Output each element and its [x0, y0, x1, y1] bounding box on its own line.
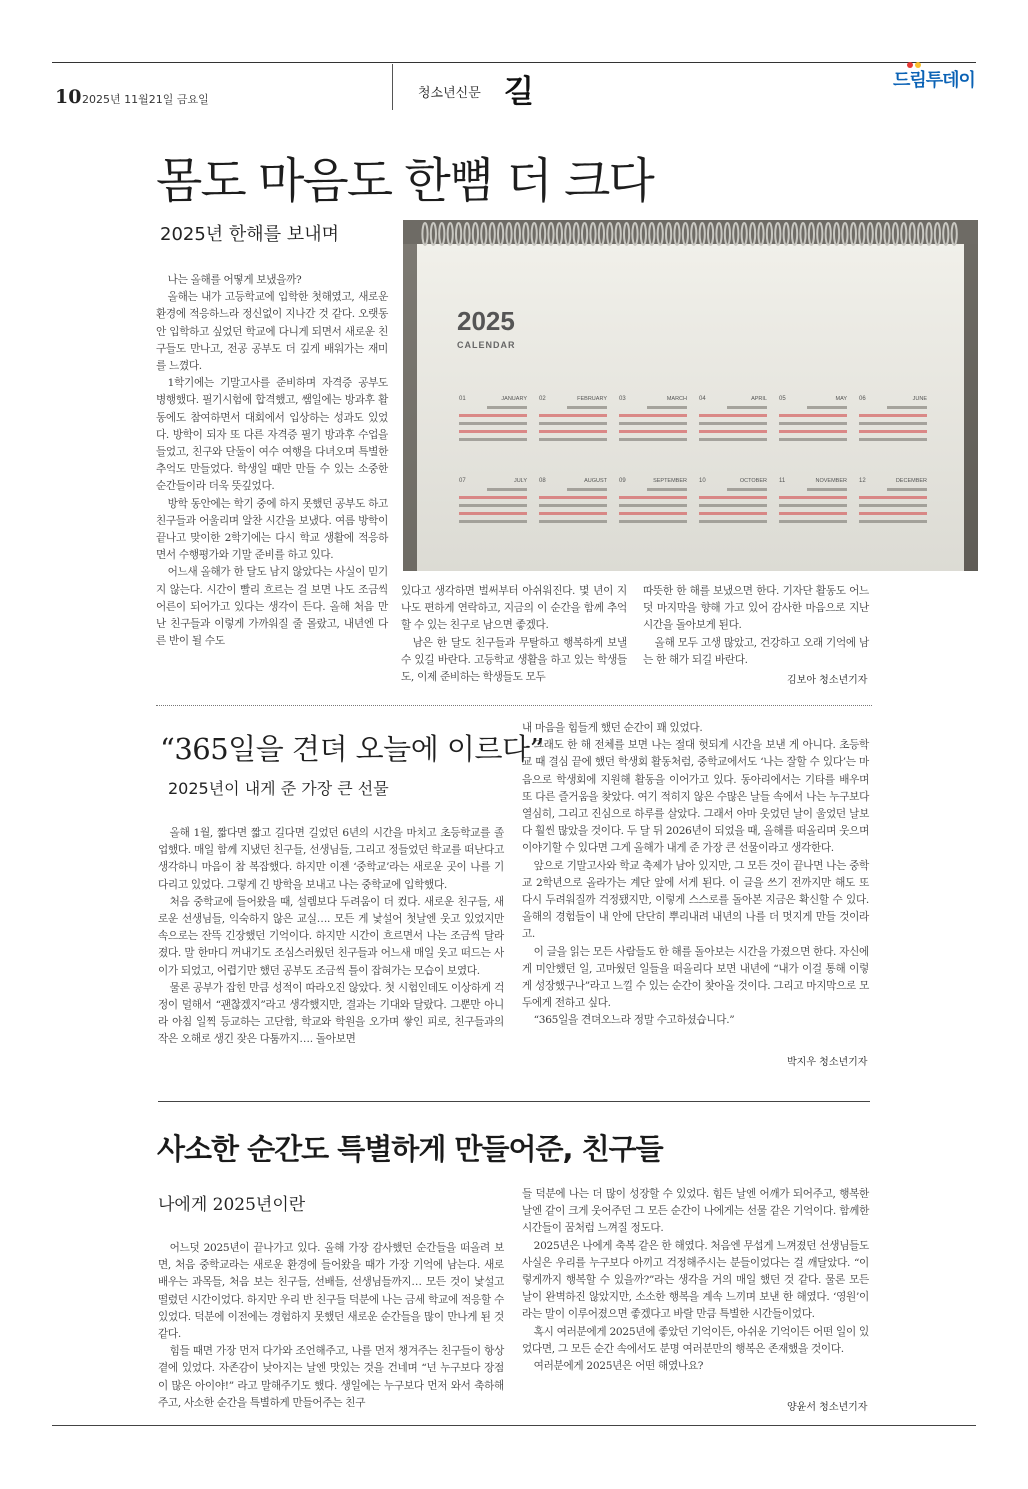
month-name: FEBRUARY: [577, 396, 607, 402]
header-rule: [52, 62, 976, 63]
day-row: [619, 520, 687, 523]
article2-subtitle: 2025년이 내게 준 가장 큰 선물: [168, 779, 389, 798]
day-row: [699, 430, 767, 433]
paper-name: 청소년신문: [418, 86, 481, 101]
day-row: [539, 512, 607, 515]
article1-subtitle: 2025년 한해를 보내며: [160, 224, 339, 245]
day-row: [459, 512, 527, 515]
day-row: [779, 520, 847, 523]
day-row: [459, 504, 527, 507]
day-row: [779, 430, 847, 433]
day-row: [619, 414, 687, 417]
paragraph: 그래도 한 해 전체를 보면 나는 절대 헛되게 시간을 보낸 게 아니다. 초등학교 때 결심 끝에 했던 학생회 활동처럼, 중학교에서도 ‘나는 잘할 수 있다’는 마음으로 학생회에 지원해 활동을 이어가고 있다. 동아리에서는 기타를 배우며 또 다른 즐거움을 찾았다. 여기 적히지 않은 수많은 날들 속에서 나는 누구보다 열심히, 그리고 진심으로 하루를 살았다. 그래서 아마 웃었던 날이 울었던 날보다 훨씬 많았을 것이다. 두 달 뒤 2026년이 되었을 때, 올해를 떠올리며 웃으며 이야기할 수 있다면 그게 올해가 내게 준 가장 큰 선물이라고 생각한다.: [522, 739, 869, 855]
article3-byline: 양윤서 청소년기자: [787, 1402, 868, 1413]
paragraph: 남은 한 달도 친구들과 무탈하고 행복하게 보낼 수 있길 바란다. 고등학교 생활을 하고 있는 학생들도, 이제 준비하는 학생들도 모두: [401, 636, 627, 684]
day-row: [459, 414, 527, 417]
paragraph: 처음 중학교에 들어왔을 때, 설렘보다 두려움이 더 컸다. 새로운 친구들, 새로운 선생님들, 익숙하지 않은 교실…. 모든 게 낯설어 첫날엔 웃고 있었지만 속으로는 잔뜩 긴장했던 기억이다. 하지만 시간이 흐르면서 나는 조금씩 달라졌다. 말 한마디 꺼내기도 조심스러웠던 친구들과 어느새 매일 웃고 떠드는 사이가 되었고, 어렵기만 했던 공부도 조금씩 틀이 잡혀가는 모습이 보였다.: [158, 895, 504, 977]
month-number: 01: [459, 396, 466, 402]
calendar-year: 2025: [457, 306, 515, 336]
paragraph: 혹시 여러분에게 2025년에 좋았던 기억이든, 아쉬운 기억이든 어떤 일이 있었다면, 그 모든 순간 속에서도 분명 여러분만의 행복은 존재했을 것이다.: [522, 1325, 869, 1355]
day-row: [807, 488, 847, 491]
month-name: JUNE: [912, 396, 927, 402]
month-name: MARCH: [666, 396, 687, 402]
day-row: [539, 496, 607, 499]
paragraph: 앞으로 기말고사와 학교 축제가 남아 있지만, 그 모든 것이 끝나면 나는 중학교 2학년으로 올라가는 계단 앞에 서게 된다. 이 글을 쓰기 전까지만 해도 또 다시 두려워질까 걱정됐지만, 이렇게 스스로를 돌아본 지금은 확신할 수 있다. 올해의 경험들이 내 안에 단단히 뿌리내려 내년의 나를 더 멋지게 만들 것이라고.: [522, 859, 869, 941]
day-row: [619, 496, 687, 499]
day-row: [487, 488, 527, 491]
paragraph: “365일을 견뎌오느라 정말 수고하셨습니다.”: [533, 1014, 735, 1027]
month-number: 10: [699, 478, 706, 484]
section-divider: [158, 1101, 870, 1102]
article1-column-1: [156, 272, 388, 650]
month-name: NOVEMBER: [815, 478, 847, 484]
dreamtoday-logo[interactable]: [893, 66, 975, 92]
paragraph: 1학기에는 기말고사를 준비하며 자격증 공부도 병행했다. 필기시험에 합격했고, 쌤일에는 방과후 활동에도 참여하면서 대회에서 입상하는 성과도 있었다. 방학이 되자 또 다른 자격증 필기 방과후 수업을 들었고, 친구와 단둘이 여수 여행을 다녀오며 특별한 추억도 만들었다. 학생일 때만 만들 수 있는 소중한 순간들이라 더욱 뜻깊었다.: [156, 377, 388, 493]
paragraph: 물론 공부가 잡힌 만큼 성적이 따라오진 않았다. 첫 시험인데도 이상하게 걱정이 덜해서 “괜찮겠지”라고 생각했지만, 결과는 기대와 달랐다. 그뿐만 아니라 아침 일찍 등교하는 고단함, 학교와 학원을 오가며 쌓인 피로, 친구들과의 작은 오해로 생긴 잦은 다툼까지…. 돌아보면: [158, 981, 504, 1046]
month-number: 09: [619, 478, 626, 484]
paragraph: 내 마음을 힘들게 했던 순간이 꽤 있었다.: [522, 722, 703, 734]
month-number: 12: [859, 478, 866, 484]
day-row: [859, 422, 927, 425]
article1-column-2: [401, 583, 627, 686]
article2-byline: 박지우 청소년기자: [787, 1057, 868, 1068]
logo-dot-yellow: [915, 62, 921, 68]
paragraph: 나는 올해를 어떻게 보냈을까?: [167, 274, 302, 286]
paper-title: 길: [504, 74, 534, 110]
day-row: [699, 504, 767, 507]
month-number: 07: [459, 478, 466, 484]
month-number: 05: [779, 396, 786, 402]
day-row: [779, 504, 847, 507]
day-row: [699, 414, 767, 417]
day-row: [539, 422, 607, 425]
article3-column-1: [158, 1240, 504, 1412]
day-row: [647, 488, 687, 491]
month-name: JANUARY: [501, 396, 527, 402]
day-row: [699, 512, 767, 515]
paragraph: 힘들 때면 가장 먼저 다가와 조언해주고, 나를 먼저 챙겨주는 친구들이 항상 곁에 있었다. 자존감이 낮아지는 날엔 맛있는 것을 건네며 “넌 누구보다 장점이 많은 아이야!” 라고 말해주기도 했다. 생일에는 누구보다 먼저 와서 축하해주고, 사소한 순간을 특별하게 만들어주는 친구: [158, 1345, 504, 1409]
day-row: [459, 438, 527, 441]
article2-column-1: [158, 825, 504, 1049]
paragraph: 여러분에게 2025년은 어떤 해였나요?: [533, 1360, 704, 1373]
day-row: [699, 496, 767, 499]
article2-column-2: [522, 720, 869, 1030]
month-number: 03: [619, 396, 626, 402]
day-row: [699, 422, 767, 425]
paragraph: 올해 모두 고생 많았고, 건강하고 오래 기억에 남는 한 해가 되길 바란다.: [643, 636, 869, 666]
header-divider: [392, 64, 393, 110]
page-number: 10: [55, 86, 82, 108]
paragraph: 따뜻한 한 해를 보냈으면 한다. 기자단 활동도 어느덧 마지막을 향해 가고 있어 감사한 마음으로 지난 시간을 돌아보게 된다.: [643, 585, 869, 632]
day-row: [487, 406, 527, 409]
day-row: [859, 430, 927, 433]
day-row: [887, 406, 927, 409]
article3-subtitle: 나에게 2025년이란: [158, 1195, 306, 1215]
month-name: MAY: [835, 396, 847, 402]
day-row: [779, 512, 847, 515]
paragraph: 어느새 올해가 한 달도 남지 않았다는 사실이 믿기지 않는다. 시간이 빨리 흐르는 걸 보면 나도 조금씩 어른이 되어가고 있다는 생각이 든다. 올해 처음 만난 친구들과 이렇게 가까워질 줄 몰랐고, 내년엔 다른 반이 될 수도: [156, 566, 388, 648]
day-row: [539, 414, 607, 417]
calendar-photo: [403, 220, 978, 571]
article2-title: “365일을 견뎌 오늘에 이르다”: [160, 732, 544, 766]
day-row: [459, 430, 527, 433]
month-number: 04: [699, 396, 706, 402]
day-row: [459, 422, 527, 425]
paragraph: 방학 동안에는 학기 중에 하지 못했던 공부도 하고 친구들과 어울리며 알찬 시간을 보냈다. 여름 방학이 끝나고 맞이한 2학기에는 다시 학교 생활에 적응하면서 수행평가와 기말 준비를 하고 있다.: [156, 497, 388, 562]
section-divider-dotted: [156, 705, 872, 706]
day-row: [459, 496, 527, 499]
day-row: [619, 504, 687, 507]
paragraph: 2025년은 나에게 축복 같은 한 해였다. 처음엔 무섭게 느껴졌던 선생님들도 사실은 우리를 누구보다 아끼고 걱정해주시는 분들이었다는 걸 깨달았다. “이렇게까지 행복할 수 있을까?”라는 생각을 거의 매일 했던 것 같다. 물론 모든 날이 완벽하진 않았지만, 소소한 행복을 계속 느끼며 보낸 한 해였다. ‘영원’이라는 말이 이루어졌으면 좋겠다고 바랄 만큼 특별한 시간들이었다.: [522, 1239, 869, 1321]
month-name: AUGUST: [584, 478, 607, 484]
article1-byline: 김보아 청소년기자: [787, 675, 868, 686]
day-row: [859, 438, 927, 441]
day-row: [887, 488, 927, 491]
month-number: 11: [779, 478, 786, 484]
day-row: [539, 504, 607, 507]
calendar-label: CALENDAR: [457, 340, 516, 350]
month-name: DECEMBER: [895, 478, 927, 484]
day-row: [859, 520, 927, 523]
day-row: [807, 406, 847, 409]
day-row: [539, 520, 607, 523]
day-row: [859, 504, 927, 507]
footer-rule: [52, 1425, 976, 1426]
month-name: SEPTEMBER: [653, 478, 687, 484]
paragraph: 있다고 생각하면 벌써부터 아쉬워진다. 몇 년이 지나도 편하게 연락하고, 지금의 이 순간을 함께 추억할 수 있는 친구로 남으면 좋겠다.: [401, 585, 627, 632]
day-row: [779, 438, 847, 441]
month-name: JULY: [513, 478, 527, 484]
day-row: [539, 430, 607, 433]
month-number: 02: [539, 396, 546, 402]
month-name: OCTOBER: [739, 478, 767, 484]
paragraph: 올해는 내가 고등학교에 입학한 첫해였고, 새로운 환경에 적응하느라 정신없이 지나간 것 같다. 오랫동안 입학하고 싶었던 학교에 다니게 되면서 새로운 친구들도 만나고, 전공 공부도 더 깊게 배워가는 재미를 느꼈다.: [156, 291, 388, 373]
day-row: [619, 430, 687, 433]
article3-title: 사소한 순간도 특별하게 만들어준, 친구들: [157, 1132, 663, 1166]
paragraph: 어느덧 2025년이 끝나가고 있다. 올해 가장 감사했던 순간들을 떠올려 보면, 처음 중학교라는 새로운 환경에 들어왔을 때가 가장 기억에 남는다. 새로 배우는 과목들, 처음 보는 친구들, 선배들, 선생님들까지… 모든 것이 낯설고 떨렸던 시간이었다. 하지만 우리 반 친구들 덕분에 나는 금세 학교에 적응할 수 있었다. 덕분에 이전에는 경험하지 못했던 새로운 순간들을 많이 만나게 된 것 같다.: [158, 1242, 504, 1341]
day-row: [779, 414, 847, 417]
day-row: [859, 496, 927, 499]
day-row: [619, 512, 687, 515]
article1-column-3: [643, 583, 869, 669]
day-row: [459, 520, 527, 523]
paragraph: 들 덕분에 나는 더 많이 성장할 수 있었다. 힘든 날엔 어깨가 되어주고, 행복한 날엔 같이 크게 웃어주던 그 모든 순간이 나에게는 선물 같은 기억이다. 함께한 시간들이 꿈처럼 느껴질 정도다.: [522, 1188, 869, 1235]
month-number: 08: [539, 478, 546, 484]
page-date: 2025년 11월21일 금요일: [82, 93, 209, 106]
day-row: [567, 406, 607, 409]
day-row: [779, 496, 847, 499]
article3-column-2: [522, 1186, 869, 1375]
day-row: [859, 512, 927, 515]
logo-text: 드림투데이: [893, 70, 975, 91]
paragraph: 올해 1월, 짧다면 짧고 길다면 길었던 6년의 시간을 마치고 초등학교를 졸업했다. 매일 함께 지냈던 친구들, 선생님들, 그리고 정들었던 학교를 떠난다고 생각하니 마음이 참 복잡했다. 하지만 이젠 ‘중학교’라는 새로운 곳이 나를 기다리고 있었다. 그렇게 긴 방학을 보내고 나는 중학교에 입학했다.: [158, 827, 504, 891]
calendar-title: [457, 306, 516, 350]
day-row: [699, 438, 767, 441]
paragraph: 이 글을 읽는 모든 사람들도 한 해를 돌아보는 시간을 가졌으면 한다. 자신에게 미안했던 일, 고마웠던 일들을 떠올리다 보면 내년에 “내가 이걸 통해 이렇게 성장했구나”라고 느낄 수 있는 순간이 찾아올 것이다. 그리고 마지막으로 모두에게 전하고 싶다.: [522, 945, 869, 1010]
day-row: [727, 488, 767, 491]
article1-title: 몸도 마음도 한뼘 더 크다: [156, 153, 653, 209]
day-row: [699, 520, 767, 523]
day-row: [539, 438, 607, 441]
day-row: [619, 422, 687, 425]
day-row: [647, 406, 687, 409]
day-row: [619, 438, 687, 441]
month-number: 06: [859, 396, 866, 402]
logo-dot-red: [907, 62, 913, 68]
day-row: [727, 406, 767, 409]
day-row: [779, 422, 847, 425]
day-row: [859, 414, 927, 417]
month-name: APRIL: [751, 396, 767, 402]
day-row: [567, 488, 607, 491]
